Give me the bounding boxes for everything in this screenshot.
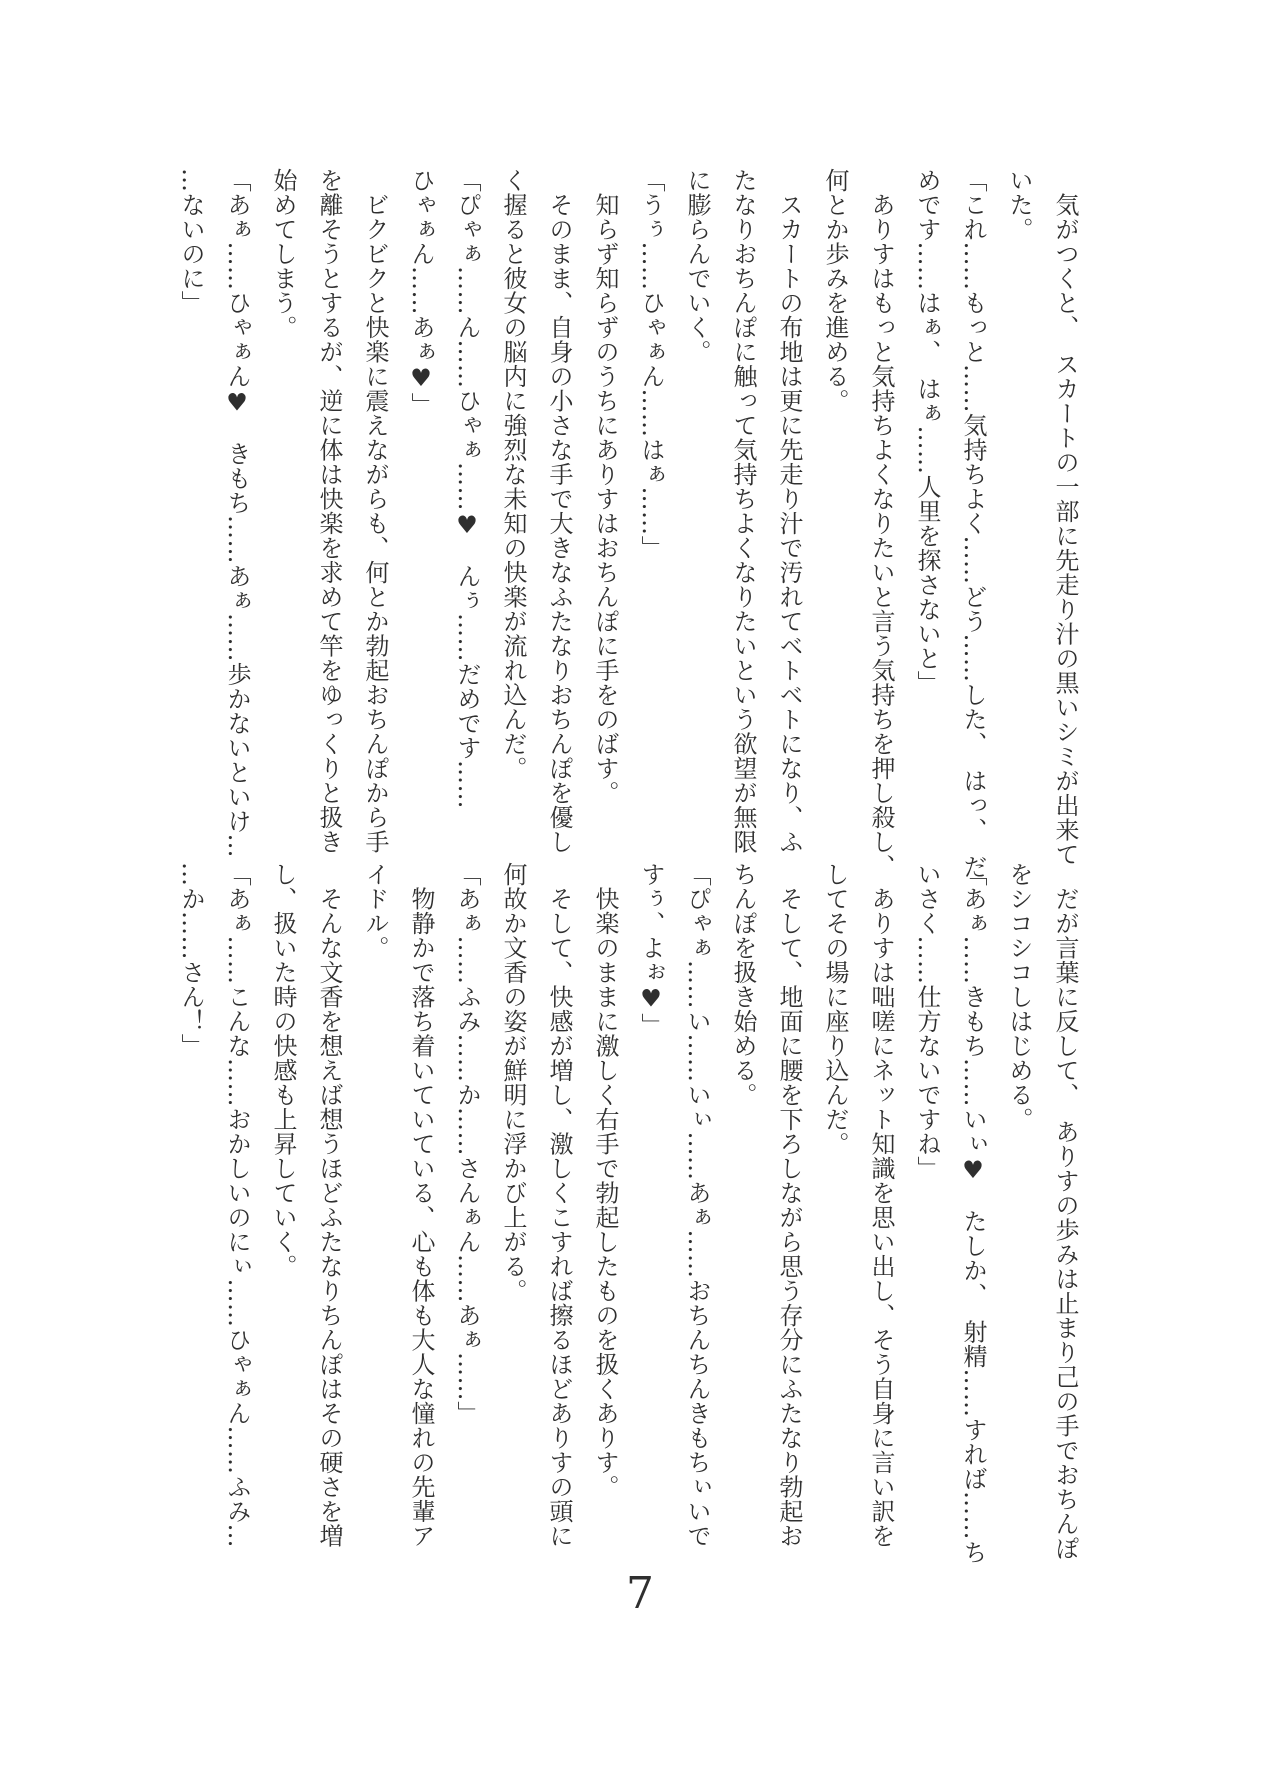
text-column: すぅ、よぉ♥」 — [637, 862, 665, 1038]
text-column: 「あぁ……きもち……いぃ♥ たしか、 射精……すれば……ち — [959, 862, 987, 1565]
text-column: 「これ……もっと……気持ちよく……どう……した、 はっ、 だ — [959, 168, 987, 879]
text-column: スカートの布地は更に先走り汁で汚れてベトベトになり、ふ — [775, 168, 803, 854]
text-column: そして、快感が増し、激しくこすれば擦るほどありすの頭に — [545, 862, 573, 1548]
text-column: 「あぁ……こんな……おかしいのにぃ……ひゃぁん……ふみ… — [223, 862, 251, 1548]
text-column: ありすは咄嗟にネット知識を思い出し、そう自身に言い訳を — [867, 862, 895, 1548]
text-column: 「ぴゃぁ……ん……ひゃぁ……♥ んぅ……だめです…… — [453, 168, 481, 809]
text-column: イドル。 — [361, 862, 389, 960]
text-column: 「うぅ……ひゃぁん……はぁ……」 — [637, 168, 665, 560]
text-column: いさく……仕方ないですね」 — [913, 862, 941, 1181]
text-column: そして、地面に腰を下ろしながら思う存分にふたなり勃起お — [775, 862, 803, 1548]
text-column: だが言葉に反して、 ありすの歩みは止まり己の手でおちんぽ — [1051, 862, 1079, 1561]
text-column: をシコシコしはじめる。 — [1005, 862, 1033, 1132]
text-column: 何とか歩みを進める。 — [821, 168, 849, 413]
text-column: し、扱いた時の快感も上昇していく。 — [269, 862, 297, 1279]
text-column: 「あぁ……ひゃぁん♥ きもち……あぁ……歩かないといけ… — [223, 168, 251, 858]
page-number: 7 — [626, 1568, 654, 1619]
text-column: く握ると彼女の脳内に強烈な未知の快楽が流れ込んだ。 — [499, 168, 527, 781]
text-column: ちんぽを扱き始める。 — [729, 862, 757, 1107]
text-column: 「あぁ……ふみ……か……さんぁん……あぁ……」 — [453, 862, 481, 1426]
text-column: 物静かで落ち着いていている、心も体も大人な憧れの先輩ア — [407, 862, 435, 1548]
text-column: してその場に座り込んだ。 — [821, 862, 849, 1156]
text-column: めです……はぁ、 はぁ……人里を探さないと」 — [913, 168, 941, 695]
text-column: に膨らんでいく。 — [683, 168, 711, 364]
text-column: 知らず知らずのうちにありすはおちんぽに手をのばす。 — [591, 168, 619, 805]
text-column: を離そうとするが、逆に体は快楽を求めて竿をゆっくりと扱き — [315, 168, 343, 854]
text-column: たなりおちんぽに触って気持ちよくなりたいという欲望が無限 — [729, 168, 757, 854]
text-column: 「ぴゃぁ……い……いぃ……あぁ……おちんちんきもちぃいで — [683, 862, 711, 1548]
text-column: 始めてしまう。 — [269, 168, 297, 340]
text-block-bottom — [168, 862, 1088, 1565]
text-column: ビクビクと快楽に震えながらも、何とか勃起おちんぽから手 — [361, 168, 389, 854]
text-column: …か……さん！」 — [177, 862, 205, 1058]
text-column: …ないのに」 — [177, 168, 205, 315]
text-column: そんな文香を想えば想うほどふたなりちんぽはその硬さを増 — [315, 862, 343, 1548]
text-column: 気がつくと、 スカートの一部に先走り汁の黒いシミが出来て — [1051, 168, 1079, 867]
text-column: いた。 — [1005, 168, 1033, 242]
text-column: そのまま、自身の小さな手で大きなふたなりおちんぽを優し — [545, 168, 573, 854]
text-column: ありすはもっと気持ちよくなりたいと言う気持ちを押し殺し、 — [867, 168, 895, 879]
text-block-top — [168, 168, 1088, 888]
text-column: ひゃぁん……あぁ♥」 — [407, 168, 435, 417]
text-column: 何故か文香の姿が鮮明に浮かび上がる。 — [499, 862, 527, 1303]
text-column: 快楽のままに激しく右手で勃起したものを扱くありす。 — [591, 862, 619, 1499]
